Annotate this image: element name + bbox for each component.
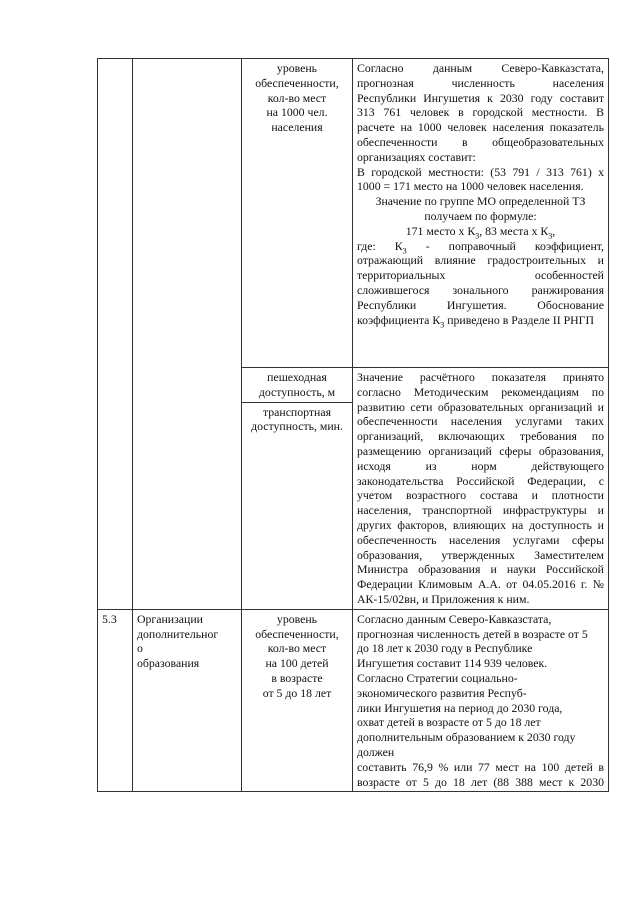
text-line: законодательства Российской Федерации, с bbox=[357, 473, 604, 488]
text-line: 171 место х $К_3$, 83 места х $К_3$, bbox=[405, 223, 556, 241]
justification-cell bbox=[353, 59, 609, 368]
object-name-cell bbox=[133, 59, 242, 610]
text-line: в возрасте bbox=[271, 670, 323, 685]
text-line: других факторов, влияющих на доступность и bbox=[357, 517, 604, 532]
text-line: дополнительног bbox=[137, 626, 219, 641]
text-line: Ингушетия составит 114 939 человек. bbox=[357, 656, 548, 671]
text-line: населения, транспортной инфраструктуры и bbox=[357, 503, 604, 518]
text-line: о bbox=[137, 641, 143, 656]
text-line: образования bbox=[137, 656, 200, 671]
text-line: кол-во мест bbox=[267, 641, 327, 656]
row-number-cell bbox=[98, 59, 133, 610]
text-line: коэффициента $К_3$ приведено в Разделе II РНГП bbox=[357, 312, 595, 329]
standards-table bbox=[97, 58, 609, 792]
text-line: расчете на 1000 человек населения показатель bbox=[357, 120, 604, 135]
text-line: 1000 = 171 место на 1000 человек населения. bbox=[357, 179, 584, 194]
text-line: прогнозная численность детей в возрасте от 5 bbox=[357, 626, 588, 641]
table-row bbox=[98, 59, 609, 368]
text-line: обеспеченности, bbox=[255, 75, 339, 90]
text-line: Значение по группе МО определенной ТЗ bbox=[375, 194, 586, 209]
text-line: АК-15/02вн, и Приложения к ним. bbox=[357, 591, 530, 606]
table-row bbox=[98, 609, 609, 792]
indicator-walking-access bbox=[242, 368, 352, 403]
object-name-cell bbox=[133, 609, 242, 792]
text-line: исходя из норм действующего bbox=[357, 458, 604, 473]
text-line: от 5 до 18 лет bbox=[262, 685, 332, 700]
text-line: обеспеченности, bbox=[255, 626, 339, 641]
text-line: Министра образования и науки Российской bbox=[357, 562, 604, 577]
text-line: уровень bbox=[276, 61, 318, 75]
indicator-cell bbox=[242, 59, 353, 368]
text-line: В городской местности: (53 791 / 313 761) х bbox=[357, 164, 604, 179]
text-line: экономического развития Респуб- bbox=[357, 685, 527, 700]
text-line: организациях составит: bbox=[357, 149, 476, 164]
text-line: образования, утвержденных Заместителем bbox=[357, 547, 604, 562]
text-line: обеспеченности в общеобразовательных bbox=[357, 134, 604, 149]
text-line: Согласно данным Северо-Кавказстата, bbox=[357, 61, 604, 75]
indicator-cell bbox=[242, 609, 353, 792]
text-line: уровень bbox=[276, 611, 318, 626]
text-line: должен bbox=[357, 744, 395, 759]
text-line: кол-во мест bbox=[267, 90, 327, 105]
text-line: размещению организаций сферы образования, bbox=[357, 443, 604, 458]
text-line: организаций, включающих требования по bbox=[357, 429, 604, 444]
text-line: сложившегося зонального ранжирования bbox=[357, 282, 604, 297]
text-line: 313 761 человек в городской местности. В bbox=[357, 105, 604, 120]
indicator-transport-access bbox=[242, 403, 352, 437]
text-line: транспортная bbox=[262, 404, 332, 419]
text-line: Республики Ингушетия. Обоснование bbox=[357, 297, 604, 312]
justification-cell bbox=[353, 609, 609, 792]
justification-cell bbox=[353, 368, 609, 610]
text-line: охват детей в возрасте от 5 до 18 лет bbox=[357, 715, 541, 730]
text-line: возрасте от 5 до 18 лет (88 388 мест к 2030 bbox=[357, 774, 604, 789]
text-line: развитию сети образовательных организаций и bbox=[357, 399, 604, 414]
text-line: на 100 детей bbox=[265, 656, 329, 671]
text-line: обеспеченности населения услугами таких bbox=[357, 414, 604, 429]
text-line: Согласно Стратегии социально- bbox=[357, 670, 518, 685]
text-line: составить 76,9 % или 77 мест на 100 детей в bbox=[357, 759, 604, 774]
text-line: согласно Методическим рекомендациям по bbox=[357, 384, 604, 399]
text-line: доступность, мин. bbox=[251, 419, 343, 434]
text-line: лики Ингушетия на период до 2030 года, bbox=[357, 700, 563, 715]
row-number-cell: 5.3 bbox=[98, 609, 133, 792]
text-line: где: $К_3$ - поправочный коэффициент, bbox=[357, 238, 604, 255]
text-line: получаем по формуле: bbox=[424, 208, 537, 223]
indicator-cell bbox=[242, 368, 353, 610]
text-line: отражающий влияние градостроительных и bbox=[357, 253, 604, 268]
text-line: на 1000 чел. bbox=[266, 105, 328, 120]
text-line: прогнозная численность населения bbox=[357, 75, 604, 90]
text-line: до 18 лет к 2030 году в Республике bbox=[357, 641, 533, 656]
text-line: Согласно данным Северо-Кавказстата, bbox=[357, 611, 552, 626]
text-line: Федерации Климовым А.А. от 04.05.2016 г. № bbox=[357, 577, 604, 592]
text-line: дополнительным образованием к 2030 году bbox=[357, 730, 576, 745]
text-line: обеспеченность населения услугами сферы bbox=[357, 532, 604, 547]
text-line: доступность, м bbox=[258, 384, 336, 399]
text-line: пешеходная bbox=[267, 370, 327, 384]
text-line: Организации bbox=[137, 611, 203, 626]
text-line: Республики Ингушетия к 2030 году составит bbox=[357, 90, 604, 105]
text-line: Значение расчётного показателя принято bbox=[357, 370, 604, 384]
text-line: территориальных особенностей bbox=[357, 268, 604, 283]
text-line: населения bbox=[271, 120, 323, 135]
text-line: учетом возрастного состава и плотности bbox=[357, 488, 604, 503]
